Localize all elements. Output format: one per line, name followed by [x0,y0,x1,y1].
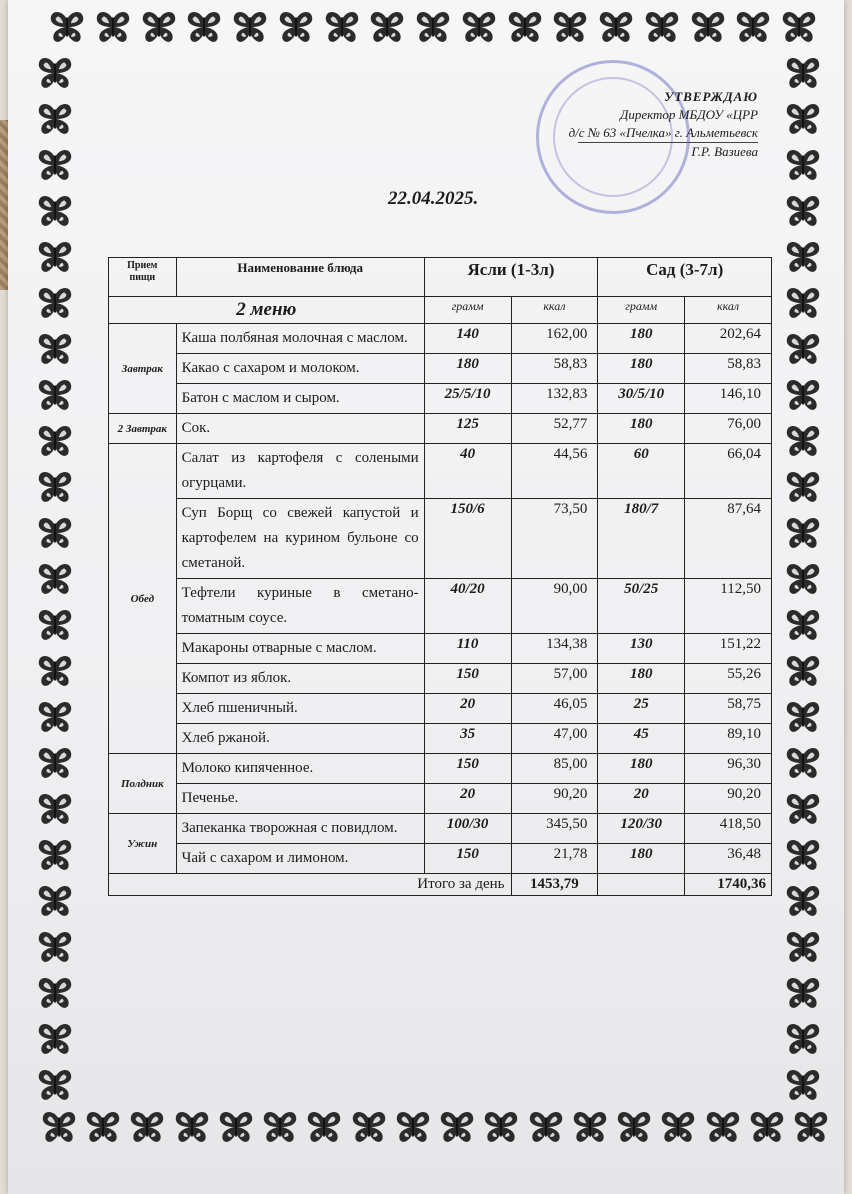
kcal-kindergarten: 112,50 [685,579,772,634]
gram-kindergarten: 180 [598,324,685,354]
butterfly-icon [784,100,822,138]
kcal-nursery: 345,50 [511,814,598,844]
butterfly-icon [173,1108,211,1146]
kcal-kindergarten: 202,64 [685,324,772,354]
kcal-kindergarten: 76,00 [685,414,772,444]
gram-nursery: 40 [424,444,511,499]
kcal-kindergarten: 66,04 [685,444,772,499]
butterfly-icon [784,698,822,736]
unit-kcal: ккал [685,297,772,324]
butterfly-icon [185,8,223,46]
butterfly-icon [40,1108,78,1146]
butterfly-icon [36,560,74,598]
gram-kindergarten: 60 [598,444,685,499]
butterfly-icon [128,1108,166,1146]
kcal-nursery: 73,50 [511,499,598,579]
dish-name: Компот из яблок. [176,664,424,694]
butterfly-icon [217,1108,255,1146]
butterfly-icon [792,1108,830,1146]
dish-name: Печенье. [176,784,424,814]
gram-nursery: 100/30 [424,814,511,844]
butterfly-icon [734,8,772,46]
butterfly-icon [784,560,822,598]
butterfly-icon [394,1108,432,1146]
meal-name: 2 Завтрак [109,414,177,444]
kcal-kindergarten: 58,75 [685,694,772,724]
table-row [109,634,772,664]
document-page [8,0,844,1194]
dish-name: Каша полбяная молочная с маслом. [176,324,424,354]
butterfly-icon [460,8,498,46]
gram-nursery: 25/5/10 [424,384,511,414]
kcal-kindergarten: 146,10 [685,384,772,414]
table-row [109,324,772,354]
gram-kindergarten: 180 [598,414,685,444]
kcal-kindergarten: 55,26 [685,664,772,694]
butterfly-icon [36,468,74,506]
kcal-kindergarten: 87,64 [685,499,772,579]
kcal-nursery: 58,83 [511,354,598,384]
butterfly-icon [784,238,822,276]
gram-nursery: 150 [424,664,511,694]
butterfly-icon [36,54,74,92]
total-kcal-nursery: 1453,79 [511,874,598,896]
butterfly-icon [784,928,822,966]
kcal-kindergarten: 96,30 [685,754,772,784]
butterfly-icon [36,974,74,1012]
kcal-nursery: 21,78 [511,844,598,874]
butterfly-icon [140,8,178,46]
butterfly-icon [506,8,544,46]
meal-name: Завтрак [109,324,177,414]
dish-name: Сок. [176,414,424,444]
table-row [109,444,772,499]
butterfly-icon [36,836,74,874]
butterfly-icon [704,1108,742,1146]
gram-nursery: 150/6 [424,499,511,579]
table-row [109,499,772,579]
butterfly-icon [784,836,822,874]
total-empty [598,874,685,896]
dish-name: Макароны отварные с маслом. [176,634,424,664]
header-dish: Наименование блюда [176,258,424,297]
butterfly-icon [36,514,74,552]
table-row [109,784,772,814]
header-group-kindergarten: Сад (3-7л) [598,258,772,297]
butterfly-icon [780,8,818,46]
gram-nursery: 40/20 [424,579,511,634]
gram-kindergarten: 45 [598,724,685,754]
gram-kindergarten: 120/30 [598,814,685,844]
gram-kindergarten: 30/5/10 [598,384,685,414]
unit-gram: грамм [598,297,685,324]
kcal-nursery: 85,00 [511,754,598,784]
butterfly-icon [414,8,452,46]
butterfly-icon [277,8,315,46]
butterfly-icon [784,974,822,1012]
dish-name: Молоко кипяченное. [176,754,424,784]
butterfly-icon [527,1108,565,1146]
kcal-nursery: 132,83 [511,384,598,414]
kcal-kindergarten: 36,48 [685,844,772,874]
dish-name: Суп Борщ со свежей капустой и картофелем на курином бульоне со сметаной. [176,499,424,579]
gram-kindergarten: 25 [598,694,685,724]
table-row [109,694,772,724]
butterfly-icon [659,1108,697,1146]
butterfly-icon [36,1066,74,1104]
butterfly-icon [784,376,822,414]
butterfly-border-top [48,8,818,52]
butterfly-icon [784,330,822,368]
total-kcal-kindergarten: 1740,36 [685,874,772,896]
unit-kcal: ккал [511,297,598,324]
butterfly-icon [784,790,822,828]
table-row [109,579,772,634]
kcal-nursery: 57,00 [511,664,598,694]
gram-kindergarten: 130 [598,634,685,664]
dish-name: Батон с маслом и сыром. [176,384,424,414]
butterfly-icon [305,1108,343,1146]
butterfly-icon [36,192,74,230]
butterfly-icon [48,8,86,46]
meal-name: Ужин [109,814,177,874]
butterfly-icon [36,376,74,414]
butterfly-icon [784,1020,822,1058]
dish-name: Тефтели куриные в сметано-томатным соусе. [176,579,424,634]
kcal-nursery: 44,56 [511,444,598,499]
gram-kindergarten: 180 [598,754,685,784]
butterfly-icon [643,8,681,46]
butterfly-icon [350,1108,388,1146]
butterfly-icon [571,1108,609,1146]
kcal-nursery: 90,20 [511,784,598,814]
menu-date: 22.04.2025. [388,188,479,209]
gram-nursery: 125 [424,414,511,444]
butterfly-icon [784,54,822,92]
butterfly-icon [36,284,74,322]
kcal-kindergarten: 89,10 [685,724,772,754]
gram-kindergarten: 180 [598,844,685,874]
butterfly-border-right [784,54,828,1104]
table-row [109,814,772,844]
header-group-nursery: Ясли (1-3л) [424,258,598,297]
butterfly-icon [36,238,74,276]
butterfly-icon [784,514,822,552]
approval-line: д/с № 63 «Пчелка» г. Альметьевск [568,125,758,140]
dish-name: Хлеб пшеничный. [176,694,424,724]
table-row [109,354,772,384]
kcal-nursery: 162,00 [511,324,598,354]
gram-kindergarten: 180 [598,664,685,694]
kcal-nursery: 46,05 [511,694,598,724]
kcal-nursery: 134,38 [511,634,598,664]
butterfly-icon [784,146,822,184]
butterfly-icon [689,8,727,46]
gram-kindergarten: 20 [598,784,685,814]
butterfly-icon [94,8,132,46]
butterfly-icon [84,1108,122,1146]
header-meal: Прием пищи [109,258,177,297]
gram-nursery: 35 [424,724,511,754]
gram-nursery: 20 [424,784,511,814]
gram-nursery: 150 [424,844,511,874]
dish-name: Чай с сахаром и лимоном. [176,844,424,874]
meal-name: Полдник [109,754,177,814]
dish-name: Запеканка творожная с повидлом. [176,814,424,844]
approval-title: УТВЕРЖДАЮ [664,89,758,104]
butterfly-icon [597,8,635,46]
gram-nursery: 180 [424,354,511,384]
table-row [109,414,772,444]
butterfly-icon [482,1108,520,1146]
butterfly-icon [784,606,822,644]
butterfly-icon [784,744,822,782]
butterfly-border-left [36,54,80,1104]
kcal-nursery: 90,00 [511,579,598,634]
meal-name: Обед [109,444,177,754]
total-label: Итого за день [109,874,512,896]
butterfly-icon [36,606,74,644]
butterfly-icon [551,8,589,46]
kcal-nursery: 47,00 [511,724,598,754]
table-row [109,664,772,694]
butterfly-icon [36,928,74,966]
dish-name: Салат из картофеля с солеными огурцами. [176,444,424,499]
gram-nursery: 140 [424,324,511,354]
dish-name: Хлеб ржаной. [176,724,424,754]
gram-nursery: 20 [424,694,511,724]
butterfly-icon [784,1066,822,1104]
butterfly-icon [438,1108,476,1146]
table-row [109,844,772,874]
approval-signature: Г.Р. Вазиева [578,142,758,161]
kcal-kindergarten: 151,22 [685,634,772,664]
butterfly-icon [36,744,74,782]
butterfly-icon [784,652,822,690]
butterfly-icon [784,422,822,460]
butterfly-icon [36,100,74,138]
butterfly-icon [784,192,822,230]
gram-kindergarten: 50/25 [598,579,685,634]
table-row [109,724,772,754]
butterfly-icon [36,698,74,736]
butterfly-icon [36,330,74,368]
table-row [109,384,772,414]
approval-line: Директор МБДОУ «ЦРР [620,107,758,122]
butterfly-icon [615,1108,653,1146]
butterfly-icon [784,284,822,322]
butterfly-icon [368,8,406,46]
gram-nursery: 110 [424,634,511,664]
kcal-kindergarten: 58,83 [685,354,772,384]
approval-block [468,88,758,161]
butterfly-icon [784,468,822,506]
butterfly-icon [231,8,269,46]
butterfly-icon [784,882,822,920]
menu-number: 2 меню [109,297,425,324]
butterfly-icon [748,1108,786,1146]
butterfly-icon [36,422,74,460]
gram-kindergarten: 180/7 [598,499,685,579]
butterfly-icon [323,8,361,46]
kcal-kindergarten: 418,50 [685,814,772,844]
gram-nursery: 150 [424,754,511,784]
butterfly-border-bottom [40,1108,830,1152]
butterfly-icon [36,882,74,920]
butterfly-icon [36,1020,74,1058]
butterfly-icon [261,1108,299,1146]
gram-kindergarten: 180 [598,354,685,384]
dish-name: Какао с сахаром и молоком. [176,354,424,384]
unit-gram: грамм [424,297,511,324]
butterfly-icon [36,790,74,828]
menu-table [108,257,772,896]
butterfly-icon [36,652,74,690]
kcal-nursery: 52,77 [511,414,598,444]
kcal-kindergarten: 90,20 [685,784,772,814]
butterfly-icon [36,146,74,184]
table-row [109,754,772,784]
